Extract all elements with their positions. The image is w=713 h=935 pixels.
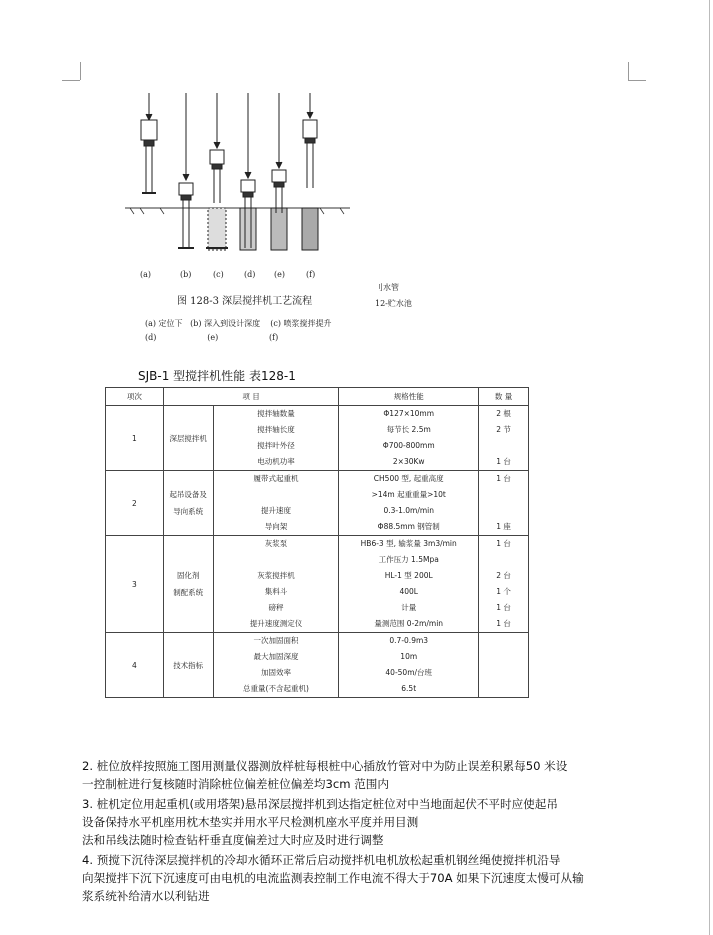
stage-label-a: (a)	[140, 270, 152, 279]
group-name-line: 导向系统	[173, 507, 204, 516]
spec-cell: 400L	[399, 587, 418, 596]
spec-cell: Φ88.5mm 钢管制	[377, 522, 440, 531]
qty-cell: 2 台	[496, 571, 511, 580]
process-flow-diagram	[120, 88, 440, 348]
spec-cell: Φ127×10mm	[383, 409, 435, 418]
item-cell: 搅拌轴数量	[257, 409, 295, 418]
group-name-line: 固化剂	[176, 571, 200, 580]
group-no: 1	[106, 406, 164, 471]
spec-cell: >14m 起重重量>10t	[371, 490, 446, 499]
side-note-2: 12-贮水池	[375, 299, 412, 308]
group-name-line: 起吊设备及	[169, 490, 207, 499]
qty-cell: 1 座	[496, 522, 511, 531]
paragraph-4-line-1: 4. 预搅下沉待深层搅拌机的冷却水循环正常后启动搅拌机电机放松起重机钢丝绳使搅拌机沿导	[82, 853, 561, 867]
stage-label-b: (b)	[180, 270, 192, 279]
side-note-1: 刂水管	[375, 283, 399, 292]
stage-label-e: (e)	[274, 270, 285, 279]
item-cell: 灰浆泵	[264, 539, 288, 548]
qty-cell: 1 台	[496, 474, 511, 483]
crop-mark-top-right-v	[628, 62, 629, 80]
header-qty: 数 量	[479, 388, 529, 406]
spec-cell: 6.5t	[401, 684, 417, 693]
crop-mark-top-left-h	[62, 80, 80, 81]
spec-cell: 40-50m/台班	[385, 668, 433, 677]
spec-cell: 0.7-0.9m3	[389, 636, 429, 645]
stage-e-icon	[271, 93, 287, 250]
item-cell: 最大加固深度	[253, 652, 299, 661]
item-cell: 总重量(不含起重机)	[243, 684, 309, 693]
qty-cell: 2 节	[496, 425, 511, 434]
figure-legend-line2: (d) (e) (f)	[145, 333, 279, 342]
qty-cell	[479, 552, 528, 568]
group-no: 3	[106, 536, 164, 633]
item-cell: 电动机功率	[257, 457, 295, 466]
figure-legend-line1: (a) 定位下 (b) 深入到设计深度 (c) 喷浆搅拌提升	[145, 319, 332, 328]
paragraph-2-line-2: 一控制桩进行复核随时消除桩位偏差桩位偏差均3cm 范围内	[82, 777, 389, 791]
qty-cell	[479, 503, 528, 519]
item-cell	[214, 552, 339, 568]
item-cell: 灰浆搅拌机	[257, 571, 295, 580]
header-no: 项次	[106, 388, 164, 406]
figure-caption: 图 128-3 深层搅拌机工艺流程	[177, 296, 313, 307]
qty-cell	[479, 438, 528, 454]
spec-cell: HB6-3 型, 输浆量 3m3/min	[360, 539, 457, 548]
group-name-line: 制配系统	[173, 588, 204, 597]
group-name	[163, 471, 213, 536]
table-title: SJB-1 型搅拌机性能 表128-1	[138, 369, 296, 383]
spec-cell: CH500 型, 起重高度	[373, 474, 444, 483]
stage-b-icon	[178, 93, 194, 248]
qty-cell	[479, 665, 528, 681]
header-item: 项 目	[163, 388, 339, 406]
stage-label-c: (c)	[213, 270, 224, 279]
item-cell: 提升速度测定仪	[249, 619, 303, 628]
qty-cell	[479, 649, 528, 665]
stage-label-d: (d)	[244, 270, 256, 279]
crop-mark-top-left-v	[80, 62, 81, 80]
group-name	[163, 536, 213, 633]
group-no: 2	[106, 471, 164, 536]
stage-d-icon	[240, 93, 256, 250]
spec-cell: HL-1 型 200L	[384, 571, 433, 580]
spec-cell: 2×30Kw	[392, 457, 425, 466]
item-cell: 搅拌叶外径	[257, 441, 295, 450]
spec-cell: Φ700-800mm	[382, 441, 435, 450]
paragraph-3-line-1: 3. 桩机定位用起重机(或用塔架)悬吊深层搅拌机到达指定桩位对中当地面起伏不平时应使起吊	[82, 797, 558, 811]
table-row	[106, 471, 529, 536]
paragraph-4-line-3: 浆系统补给清水以利钻进	[82, 889, 210, 903]
item-cell: 导向架	[264, 522, 288, 531]
qty-cell: 1 个	[496, 587, 511, 596]
spec-cell: 量测范围 0-2m/min	[374, 619, 444, 628]
item-cell	[214, 487, 339, 503]
paragraph-4-line-2: 向架搅拌下沉下沉速度可由电机的电流监测表控制工作电流不得大于70A 如果下沉速度太慢可从输	[82, 871, 584, 885]
header-spec: 规格性能	[339, 388, 479, 406]
group-name: 技术指标	[163, 633, 213, 698]
stage-c-icon	[206, 93, 228, 250]
qty-cell: 1 台	[496, 539, 511, 548]
stage-label-f: (f)	[306, 270, 316, 279]
performance-table	[105, 387, 529, 698]
paragraph-3-line-3: 法和吊线法随时检查钻杆垂直度偏差过大时应及时进行调整	[82, 833, 384, 847]
qty-cell: 1 台	[496, 619, 511, 628]
stage-a-icon	[141, 93, 157, 193]
table-header-row	[106, 388, 529, 406]
item-cell: 一次加固面积	[253, 636, 299, 645]
paragraph-3-line-2: 设备保持水平机座用枕木垫实并用水平尺检测机座水平度并用目测	[82, 815, 419, 829]
spec-cell: 计量	[401, 603, 417, 612]
spec-cell: 10m	[400, 652, 418, 661]
qty-cell	[479, 681, 528, 697]
crop-mark-top-right-h	[628, 80, 646, 81]
qty-cell	[479, 633, 528, 649]
spec-cell: 工作压力 1.5Mpa	[378, 555, 439, 564]
right-margin-line	[709, 0, 710, 935]
qty-cell: 1 台	[496, 603, 511, 612]
item-cell: 集料斗	[264, 587, 288, 596]
qty-cell	[479, 487, 528, 503]
qty-cell: 2 根	[496, 409, 511, 418]
paragraph-2-line-1: 2. 桩位放样按照施工图用测量仪器测放样桩每根桩中心插放竹管对中为防止误差积累每50 米设	[82, 759, 568, 773]
item-cell: 加固效率	[260, 668, 291, 677]
spec-cell: 0.3-1.0m/min	[383, 506, 434, 515]
table-row	[106, 633, 529, 698]
item-cell: 磅秤	[268, 603, 284, 612]
item-cell: 履带式起重机	[253, 474, 299, 483]
table-row	[106, 536, 529, 633]
item-cell: 提升速度	[260, 506, 291, 515]
item-cell: 搅拌轴长度	[257, 425, 295, 434]
table-row	[106, 406, 529, 471]
group-no: 4	[106, 633, 164, 698]
stage-f-icon	[302, 93, 318, 250]
group-name: 深层搅拌机	[163, 406, 213, 471]
qty-cell: 1 台	[496, 457, 511, 466]
spec-cell: 每节长 2.5m	[386, 425, 431, 434]
